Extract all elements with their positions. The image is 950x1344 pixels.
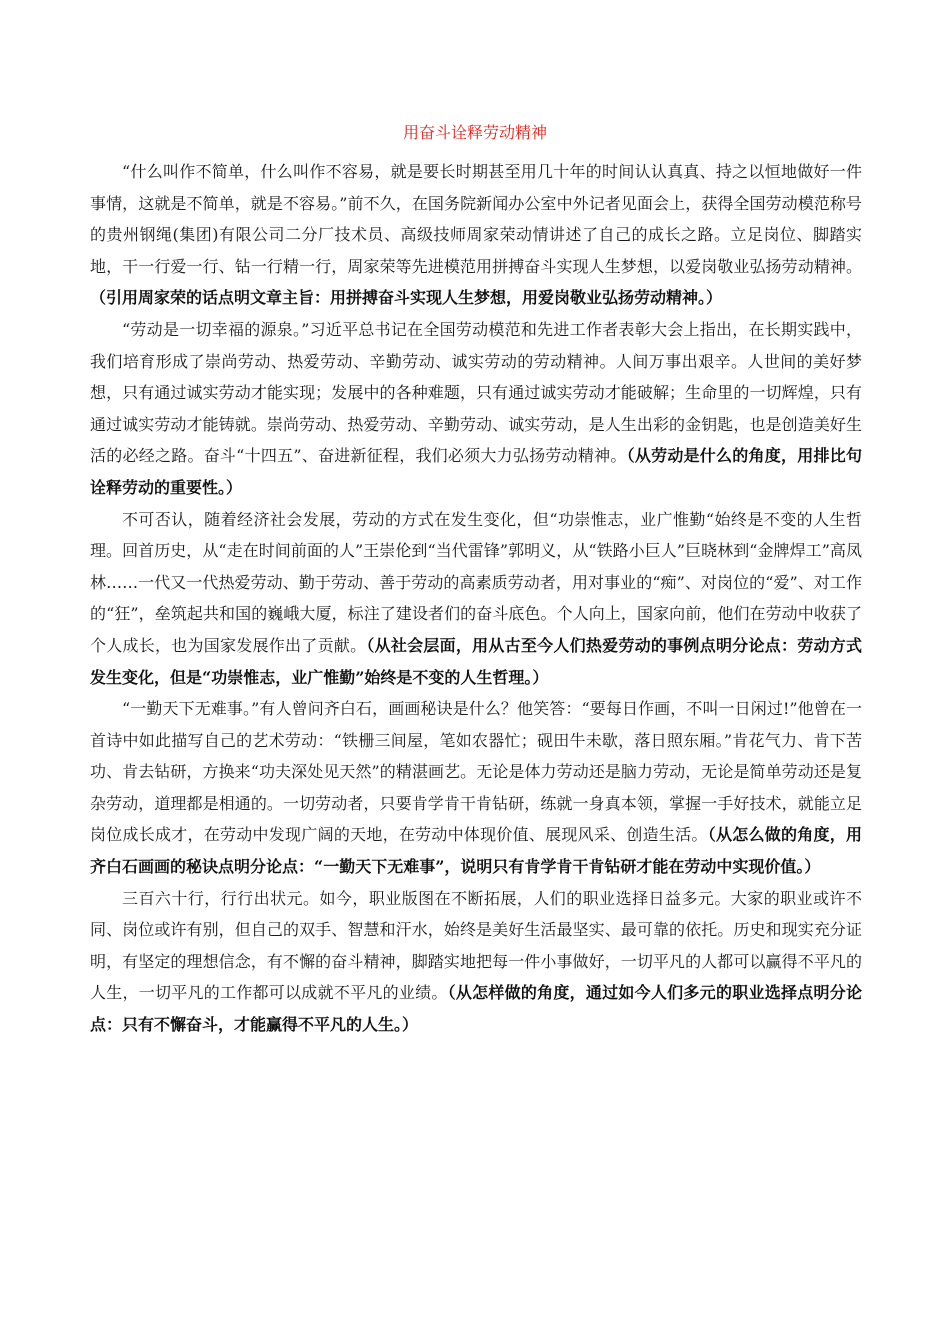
paragraph-text: 三百六十行，行行出状元。如今，职业版图在不断拓展，人们的职业选择日益多元。大家的职业或许不同、岗位或许有别，但自己的双手、智慧和汗水，始终是美好生活最坚实、最可靠的依托。历史和现实充分证明，有坚定的理想信念，有不懈的奋斗精神，脚踏实地把每一件小事做好，一切平凡的人都可以赢得不平凡的人生，一切平凡的工作都可以成就不平凡的业绩。 bbox=[90, 888, 862, 1003]
document-title: 用奋斗诠释劳动精神 bbox=[402, 123, 547, 142]
paragraph-2 bbox=[90, 314, 862, 504]
paragraph-annotation: （从怎么做的角度，用齐白石画画的秘诀点明分论点：“一勤天下无难事”，说明只有肯学肯干肯钻研才能在劳动中实现价值。） bbox=[90, 825, 862, 877]
paragraph-annotation: （从社会层面，用从古至今人们热爱劳动的事例点明分论点：劳动方式发生变化，但是“功崇惟志，业广惟勤”始终是不变的人生哲理。） bbox=[90, 635, 862, 687]
paragraph-annotation: （从怎样做的角度，通过如今人们多元的职业选择点明分论点：只有不懈奋斗，才能赢得不平凡的人生。） bbox=[90, 983, 862, 1035]
paragraph-annotation: （引用周家荣的话点明文章主旨：用拼搏奋斗实现人生梦想，用爱岗敬业弘扬劳动精神。） bbox=[90, 288, 723, 308]
paragraph-text: “一勤天下无难事。”有人曾问齐白石，画画秘诀是什么？他笑答：“要每日作画，不叫一日闲过!”他曾在一首诗中如此描写自己的艺术劳动：“铁栅三间屋，笔如农器忙；砚田牛未歇，落日照东厢。”肯花气力、肯下苦功、肯去钻研，方换来“功夫深处见天然”的精湛画艺。无论是体力劳动还是脑力劳动，无论是简单劳动还是复杂劳动，道理都是相通的。一切劳动者，只要肯学肯干肯钻研，练就一身真本领，掌握一手好技术，就能立足岗位成长成才，在劳动中发现广阔的天地，在劳动中体现价值、展现风采、创造生活。 bbox=[90, 699, 862, 845]
paragraph-3 bbox=[90, 504, 862, 694]
document-body bbox=[90, 156, 862, 1041]
paragraph-text: “什么叫作不简单，什么叫作不容易，就是要长时期甚至用几十年的时间认认真真、持之以恒地做好一件事情，这就是不简单，就是不容易。”前不久，在国务院新闻办公室中外记者见面会上，获得全国劳动模范称号的贵州钢绳(集团)有限公司二分厂技术员、高级技师周家荣动情讲述了自己的成长之路。立足岗位、脚踏实地，干一行爱一行、钻一行精一行，周家荣等先进模范用拼搏奋斗实现人生梦想，以爱岗敬业弘扬劳动精神。 bbox=[90, 162, 862, 276]
paragraph-text: 不可否认，随着经济社会发展，劳动的方式在发生变化，但“功崇惟志，业广惟勤“始终是不变的人生哲理。回首历史，从“走在时间前面的人”王崇伦到“当代雷锋”郭明义，从“铁路小巨人”巨晓林到“金牌焊工”高凤林……一代又一代热爱劳动、勤于劳动、善于劳动的高素质劳动者，用对事业的“痴”、对岗位的“爱”、对工作的“狂”，垒筑起共和国的巍峨大厦，标注了建设者们的奋斗底色。个人向上，国家向前，他们在劳动中收获了个人成长，也为国家发展作出了贡献。 bbox=[90, 509, 862, 655]
paragraph-4 bbox=[90, 693, 862, 883]
paragraph-1 bbox=[90, 156, 862, 314]
paragraph-annotation: （从劳动是什么的角度，用排比句诠释劳动的重要性。） bbox=[90, 446, 862, 497]
paragraph-text: “劳动是一切幸福的源泉。”习近平总书记在全国劳动模范和先进工作者表彰大会上指出，在长期实践中，我们培育形成了崇尚劳动、热爱劳动、辛勤劳动、诚实劳动的劳动精神。人间万事出艰辛。人世间的美好梦想，只有通过诚实劳动才能实现；发展中的各种难题，只有通过诚实劳动才能破解；生命里的一切辉煌，只有通过诚实劳动才能铸就。崇尚劳动、热爱劳动、辛勤劳动、诚实劳动，是人生出彩的金钥匙，也是创造美好生活的必经之路。奋斗“十四五”、奋进新征程，我们必须大力弘扬劳动精神。 bbox=[90, 319, 862, 466]
paragraph-5 bbox=[90, 883, 862, 1041]
